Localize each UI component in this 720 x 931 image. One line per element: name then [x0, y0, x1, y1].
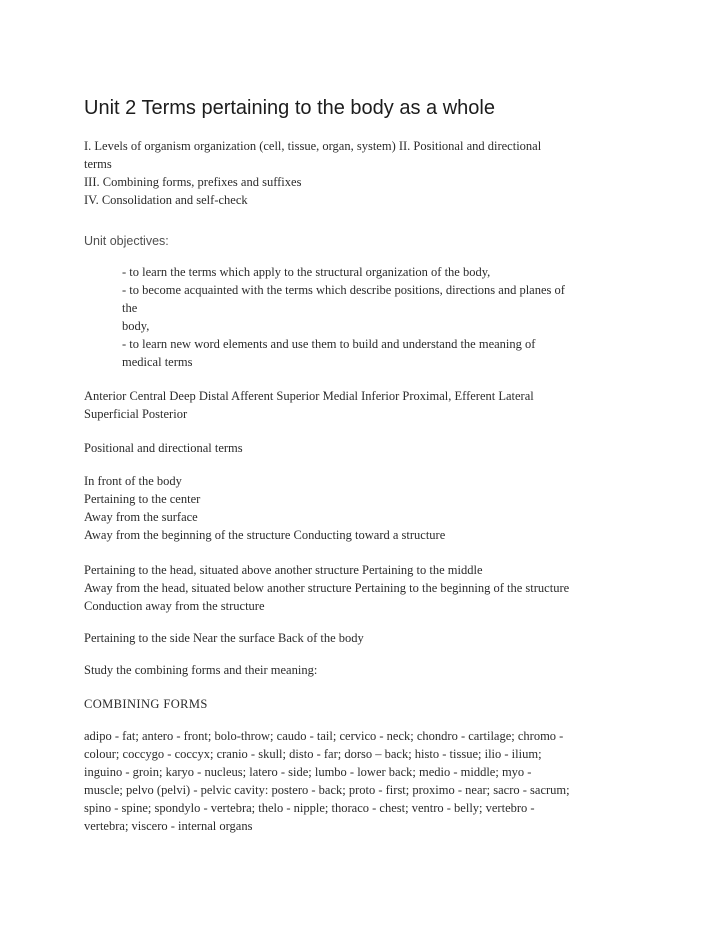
objective-line: medical terms: [122, 355, 193, 369]
directional-terms-list: [84, 387, 640, 423]
combining-forms-line: adipo - fat; antero - front; bolo-throw; caudo - tail; cervico - neck; chondro - cartilage; chromo -: [84, 729, 564, 743]
study-instruction: Study the combining forms and their meaning:: [84, 663, 318, 677]
definition-line: In front of the body: [84, 474, 182, 488]
unit-objectives-label: Unit objectives:: [84, 234, 169, 248]
outline-line: III. Combining forms, prefixes and suffixes: [84, 175, 302, 189]
objective-line: - to learn the terms which apply to the structural organization of the body,: [122, 265, 491, 279]
objective-line: body,: [122, 319, 150, 333]
outline-section: [84, 137, 640, 209]
outline-line: I. Levels of organism organization (cell, tissue, organ, system) II. Positional and directional: [84, 139, 542, 153]
definition-line: Away from the beginning of the structure Conducting toward a structure: [84, 528, 446, 542]
definitions-group-b: [84, 561, 640, 615]
definition-line: Away from the head, situated below another structure Pertaining to the beginning of the structure: [84, 581, 570, 595]
objectives-list: [122, 263, 640, 371]
positional-terms-heading: Positional and directional terms: [84, 441, 243, 455]
outline-line: terms: [84, 157, 112, 171]
page-title: Unit 2 Terms pertaining to the body as a whole: [84, 97, 495, 119]
objective-line: - to become acquainted with the terms which describe positions, directions and planes of: [122, 283, 565, 297]
combining-forms-line: colour; coccygo - coccyx; cranio - skull; disto - far; dorso – back; histo - tissue; ilio - ilium;: [84, 747, 542, 761]
combining-forms-line: spino - spine; spondylo - vertebra; thelo - nipple; thoraco - chest; ventro - belly; vertebro -: [84, 801, 535, 815]
document-content: [84, 96, 640, 835]
definitions-group-c: [84, 629, 640, 647]
definition-line: Conduction away from the structure: [84, 599, 265, 613]
combining-forms-list: [84, 727, 640, 835]
objective-line: - to learn new word elements and use them to build and understand the meaning of: [122, 337, 536, 351]
combining-forms-line: muscle; pelvo (pelvi) - pelvic cavity: postero - back; proto - first; proximo - near; sacro - sacrum;: [84, 783, 570, 797]
objective-line: the: [122, 301, 138, 315]
terms-line: Anterior Central Deep Distal Afferent Superior Medial Inferior Proximal, Efferent Lateral: [84, 389, 534, 403]
definition-line: Pertaining to the side Near the surface Back of the body: [84, 631, 364, 645]
combining-forms-line: vertebra; viscero - internal organs: [84, 819, 253, 833]
definition-line: Pertaining to the head, situated above another structure Pertaining to the middle: [84, 563, 483, 577]
definition-line: Away from the surface: [84, 510, 198, 524]
terms-line: Superficial Posterior: [84, 407, 188, 421]
combining-forms-heading: COMBINING FORMS: [84, 697, 208, 711]
definition-line: Pertaining to the center: [84, 492, 201, 506]
combining-forms-line: inguino - groin; karyo - nucleus; latero - side; lumbo - lower back; medio - middle; myo -: [84, 765, 532, 779]
outline-line: IV. Consolidation and self-check: [84, 193, 248, 207]
definitions-group-a: [84, 472, 640, 544]
